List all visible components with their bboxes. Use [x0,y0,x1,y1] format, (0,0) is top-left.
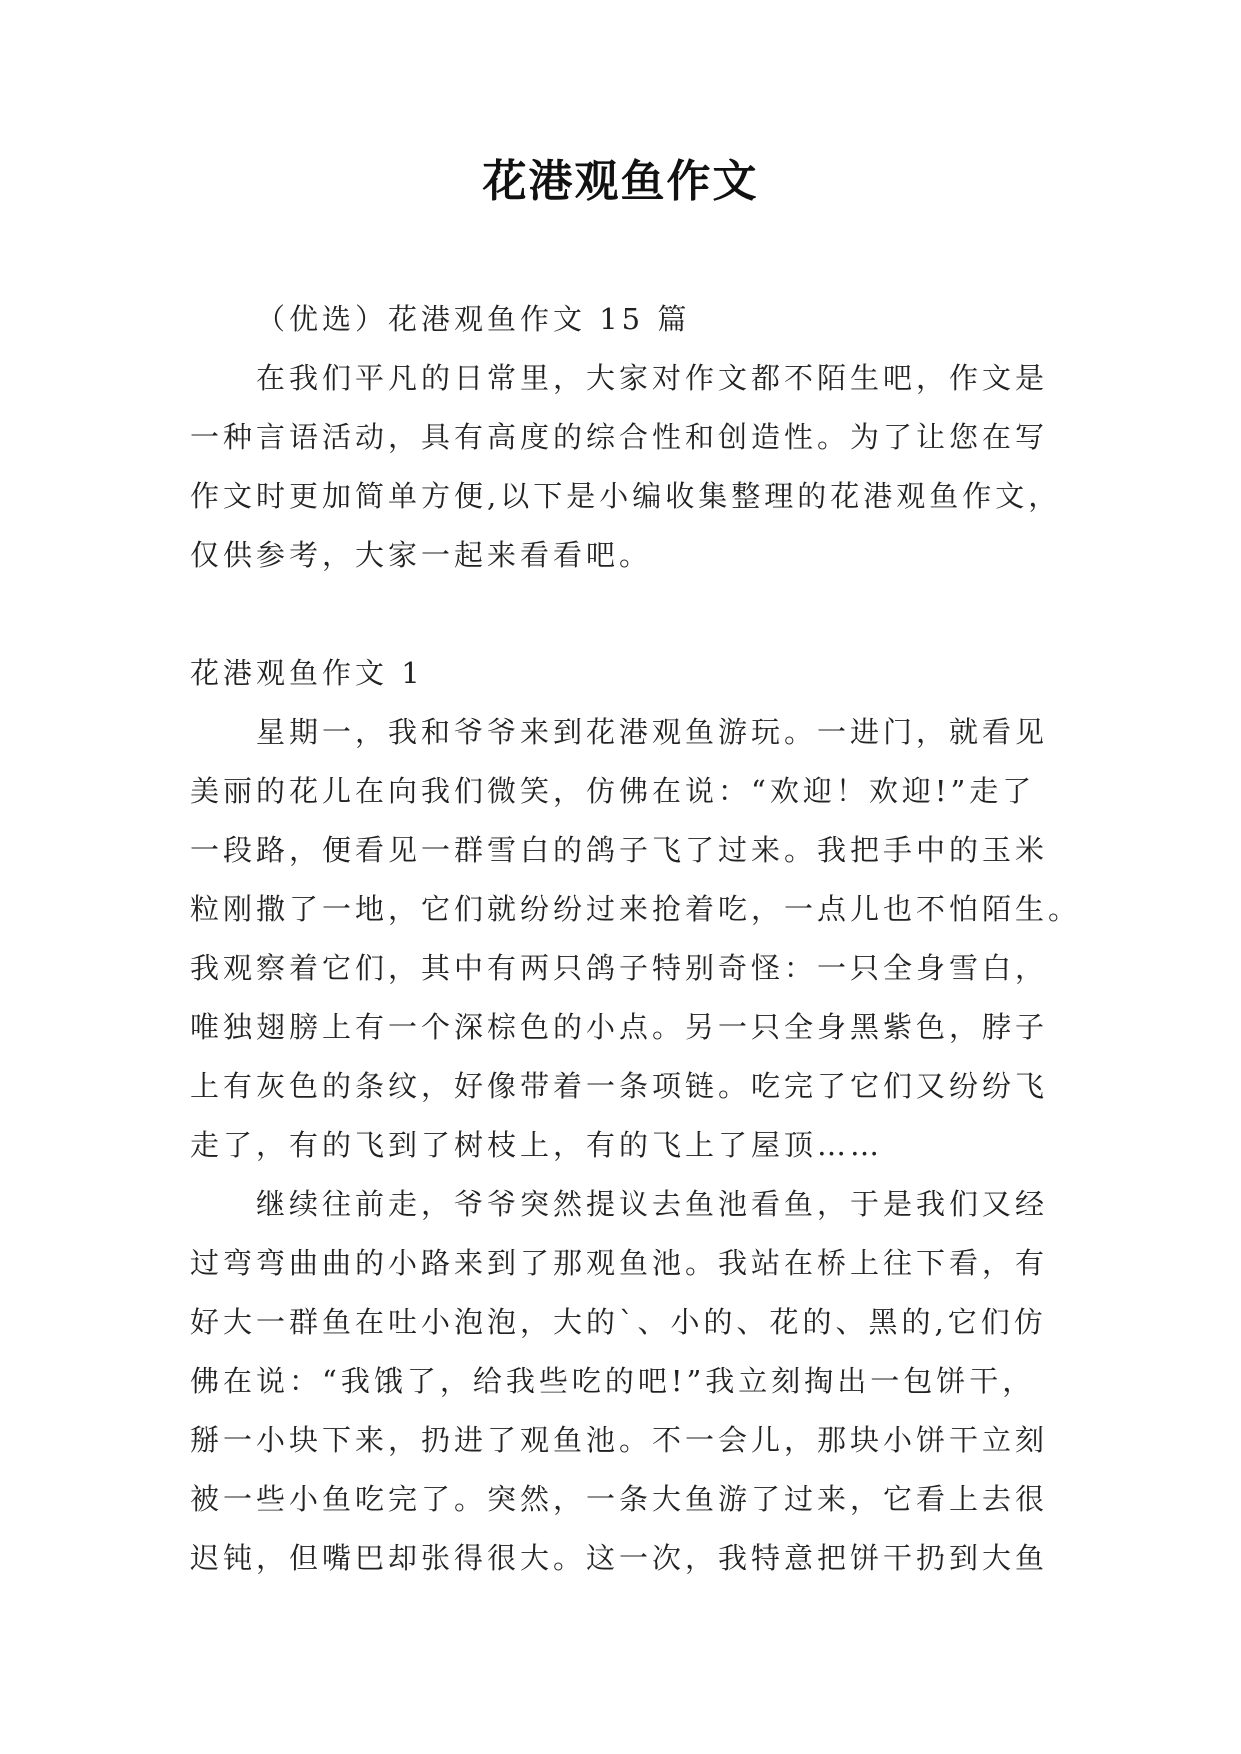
paragraph-line: 迟钝，但嘴巴却张得很大。这一次，我特意把饼干扔到大鱼 [190,1541,1049,1575]
paragraph-line: 好大一群鱼在吐小泡泡，大的`、小的、花的、黑的,它们仿 [190,1305,1047,1339]
paragraph-line: 被一些小鱼吃完了。突然，一条大鱼游了过来，它看上去很 [190,1482,1049,1516]
paragraph-line: 走了，有的飞到了树枝上，有的飞上了屋顶…… [190,1128,884,1162]
paragraph-line: 上有灰色的条纹，好像带着一条项链。吃完了它们又纷纷飞 [190,1069,1049,1103]
paragraph-line: 继续往前走，爷爷突然提议去鱼池看鱼，于是我们又经 [256,1187,1049,1221]
blank-line [190,585,1050,644]
document-title: 花港观鱼作文 [482,156,759,207]
paragraph-line: 星期一，我和爷爷来到花港观鱼游玩。一进门，就看见 [256,715,1049,749]
paragraph-line: 美丽的花儿在向我们微笑，仿佛在说：“欢迎！欢迎!”走了 [190,774,1036,808]
paragraph-line: 我观察着它们，其中有两只鸽子特别奇怪：一只全身雪白， [190,951,1049,985]
intro-line: 仅供参考，大家一起来看看吧。 [190,538,653,572]
paragraph-line: 过弯弯曲曲的小路来到了那观鱼池。我站在桥上往下看，有 [190,1246,1049,1280]
section-heading: 花港观鱼作文 1 [190,656,424,690]
intro-line: 一种言语活动，具有高度的综合性和创造性。为了让您在写 [190,420,1049,454]
paragraph-line: 一段路，便看见一群雪白的鸽子飞了过来。我把手中的玉米 [190,833,1049,867]
intro-line: 在我们平凡的日常里，大家对作文都不陌生吧，作文是 [256,361,1049,395]
paragraph-line: 掰一小块下来，扔进了观鱼池。不一会儿，那块小饼干立刻 [190,1423,1049,1457]
paragraph-line: 唯独翅膀上有一个深棕色的小点。另一只全身黑紫色，脖子 [190,1010,1049,1044]
paragraph-line: 粒刚撒了一地，它们就纷纷过来抢着吃，一点儿也不怕陌生。 [190,892,1082,926]
intro-line: 作文时更加简单方便,以下是小编收集整理的花港观鱼作文， [190,479,1062,513]
document-body [190,290,1082,1588]
paragraph-line: 佛在说：“我饿了，给我些吃的吧!”我立刻掏出一包饼干， [190,1364,1036,1398]
subtitle: （优选）花港观鱼作文 15 篇 [256,302,691,336]
